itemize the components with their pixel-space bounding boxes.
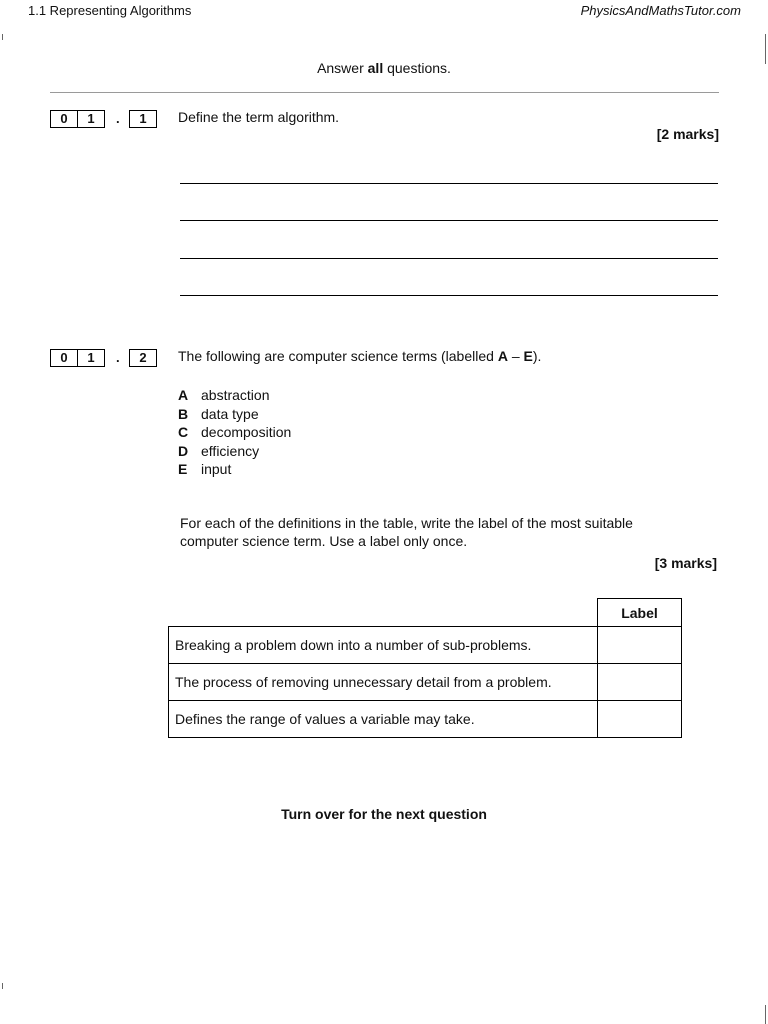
instruction-pre: Answer (317, 60, 368, 76)
instruction-answer-all (0, 60, 768, 76)
header-section-title: 1.1 Representing Algorithms (28, 3, 192, 18)
instruction-bold: all (367, 60, 384, 76)
definition-cell: The process of removing unnecessary detail from a problem. (169, 664, 598, 701)
table-header-label: Label (598, 599, 682, 627)
edge-mark (2, 34, 3, 40)
question-number-01-2 (50, 349, 158, 367)
definition-cell: Breaking a problem down into a number of sub-problems. (169, 627, 598, 664)
answer-line[interactable] (180, 258, 718, 259)
question-01-2-text (178, 348, 541, 364)
term-text: efficiency (201, 442, 260, 459)
definition-table (168, 598, 682, 738)
instruction-line: For each of the definitions in the table, write the label of the most suitable (180, 515, 633, 531)
definition-cell: Defines the range of values a variable may take. (169, 701, 598, 738)
term-item (178, 386, 291, 405)
table-header-blank (169, 599, 598, 627)
term-item (178, 423, 291, 442)
term-item (178, 405, 291, 424)
question-text-bold: A (497, 348, 508, 364)
term-label: A (178, 387, 189, 403)
question-number-digit: 0 (50, 110, 78, 128)
table-row (169, 627, 682, 664)
term-label: D (178, 442, 189, 459)
question-text-part: The following are computer science terms (labelled (178, 348, 498, 364)
answer-line[interactable] (180, 183, 718, 184)
question-number-digit: 0 (50, 349, 78, 367)
question-text-part: – (507, 348, 524, 364)
question-number-digit: 1 (77, 349, 105, 367)
term-text: data type (201, 405, 259, 422)
label-answer-cell[interactable] (598, 627, 682, 664)
question-01-2-instruction (180, 514, 700, 550)
question-number-01-1 (50, 110, 158, 128)
term-list (178, 386, 291, 479)
term-label: E (178, 461, 188, 477)
term-item (178, 442, 291, 461)
question-01-1-text: Define the term algorithm. (178, 109, 340, 125)
edge-mark (2, 983, 3, 989)
answer-line[interactable] (180, 220, 718, 221)
instruction-post: questions. (383, 60, 451, 76)
term-label: B (178, 405, 189, 422)
question-number-digit: 1 (77, 110, 105, 128)
question-01-1-marks: [2 marks] (656, 126, 719, 142)
edge-mark (765, 1005, 766, 1024)
table-header-row (169, 599, 682, 627)
term-text: abstraction (201, 387, 270, 403)
instruction-line: computer science term. Use a label only once. (180, 533, 468, 549)
question-01-2-marks: [3 marks] (654, 555, 717, 571)
table-row (169, 664, 682, 701)
table-row (169, 701, 682, 738)
label-answer-cell[interactable] (598, 664, 682, 701)
turn-over-note: Turn over for the next question (281, 806, 487, 822)
question-text-bold: E (523, 348, 533, 364)
divider (50, 92, 719, 93)
question-number-digit: 1 (129, 110, 157, 128)
question-number-digit: 2 (129, 349, 157, 367)
term-text: input (201, 461, 232, 477)
answer-line[interactable] (180, 295, 718, 296)
question-text-part: ). (532, 348, 542, 364)
term-label: C (178, 424, 189, 440)
term-item (178, 460, 291, 479)
question-number-dot: . (116, 350, 120, 365)
term-text: decomposition (201, 424, 292, 440)
header-site-name: PhysicsAndMathsTutor.com (580, 3, 741, 18)
label-answer-cell[interactable] (598, 701, 682, 738)
question-number-dot: . (116, 111, 120, 126)
